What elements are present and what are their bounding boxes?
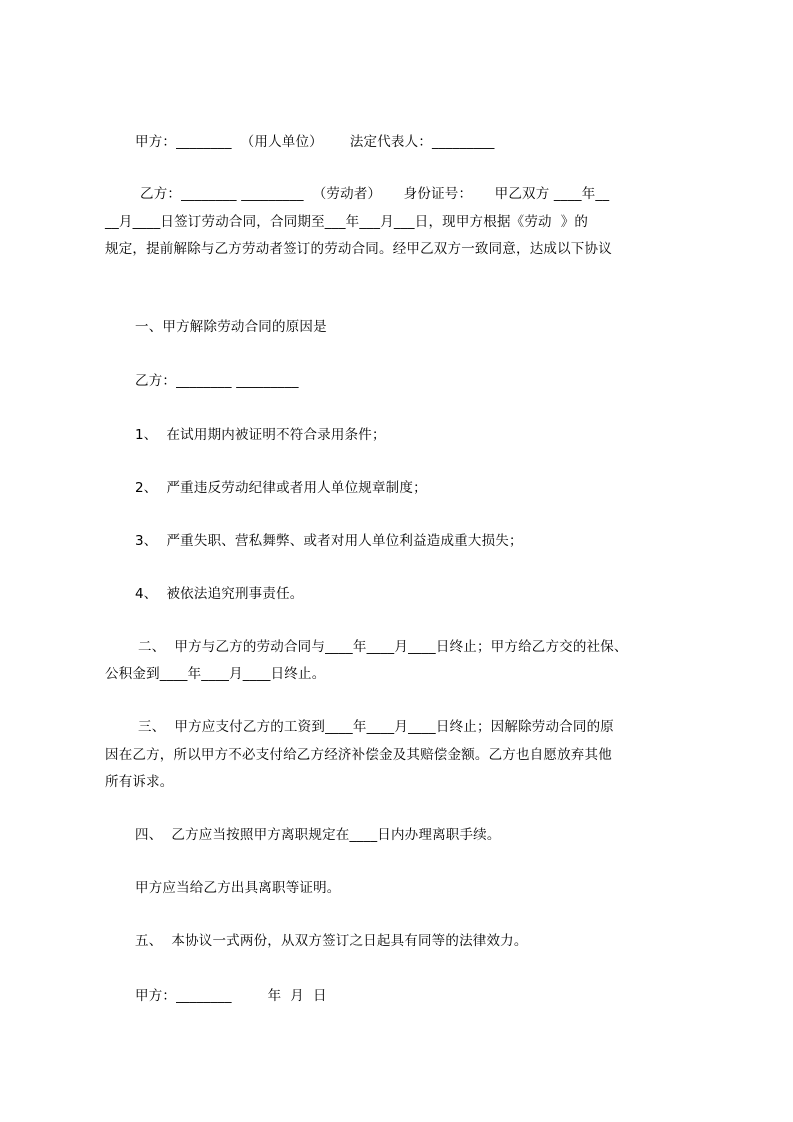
section-2-line-2: 公积金到____年____月____日终止。 <box>105 666 326 682</box>
party-b-line-3: 规定，提前解除与乙方劳动者签订的劳动合同。经甲乙双方一致同意，达成以下协议 <box>105 241 612 257</box>
section-3-line-2: 因在乙方，所以甲方不必支付给乙方经济补偿金及其赔偿金额。乙方也自愿放弃其他 <box>105 747 612 763</box>
section-2-line-1: 二、 甲方与乙方的劳动合同与____年____月____日终止；甲方给乙方交的社保、 <box>138 639 628 655</box>
section-5: 五、 本协议一式两份，从双方签订之日起具有同等的法律效力。 <box>135 933 528 949</box>
section-4-line-2: 甲方应当给乙方出具离职等证明。 <box>135 880 341 896</box>
reason-item-1: 1、 在试用期内被证明不符合录用条件； <box>135 427 386 443</box>
party-b-line-2: __月____日签订劳动合同，合同期至___年___月___日，现甲方根据《劳动 》的 <box>105 214 589 230</box>
section-4-line-1: 四、 乙方应当按照甲方离职规定在____日内办理离职手续。 <box>135 827 501 843</box>
party-a-line: 甲方：________ （用人单位） 法定代表人：_________ <box>135 134 495 150</box>
party-a-signature-line: 甲方：________ 年 月 日 <box>135 988 327 1004</box>
party-b-signature-line: 乙方：________ _________ <box>135 373 299 389</box>
reason-item-2: 2、 严重违反劳动纪律或者用人单位规章制度； <box>135 480 427 496</box>
section-1-heading: 一、甲方解除劳动合同的原因是 <box>135 319 327 335</box>
reason-item-3: 3、 严重失职、营私舞弊、或者对用人单位利益造成重大损失； <box>135 533 523 549</box>
party-b-line-1: 乙方：________ _________ （劳动者） 身份证号： 甲乙双方 ____年__ <box>140 186 610 202</box>
section-3-line-3: 所有诉求。 <box>105 774 174 790</box>
reason-item-4: 4、 被依法追究刑事责任。 <box>135 586 304 602</box>
section-3-line-1: 三、 甲方应支付乙方的工资到____年____月____日终止；因解除劳动合同的原 <box>138 719 614 735</box>
